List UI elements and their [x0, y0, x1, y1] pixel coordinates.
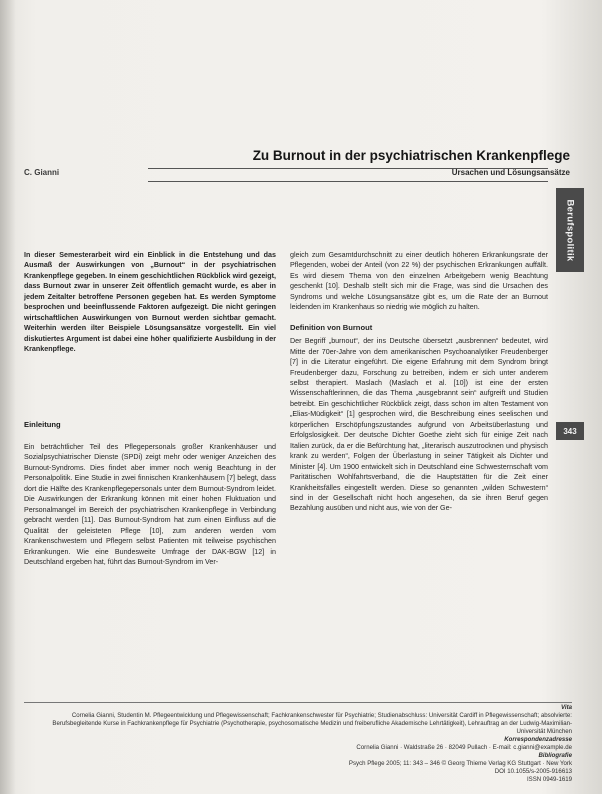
section-heading-einleitung: Einleitung	[24, 420, 61, 429]
article-subtitle: Ursachen und Lösungsansätze	[451, 168, 570, 177]
author-name: C. Gianni	[24, 168, 60, 177]
address-text: Cornelia Gianni · Waldstraße 26 · 82049 Pullach · E-mail: c.gianni@example.de	[356, 744, 572, 751]
abstract	[24, 250, 276, 358]
footer-vita	[24, 704, 572, 784]
bibliography-line: ISSN 0949-1619	[526, 776, 572, 783]
section-tab	[556, 188, 584, 272]
intro-continuation-paragraph: gleich zum Gesamtdurchschnitt zu einer deutlich höheren Erkrankungsrate der Pflegenden, wobei der Anteil (von 22 %) der psychischen Erkrankungen auffällt. Es wird diesem Thema von den einzelnen Arbeitgebern wenig Beachtung geschenkt [10]. Deshalb stellt sich mir die Frage, was sind die Ursachen des Syndroms und welche Lösungsansätze gibt es, um die Rate der an Burnout leidenden im Krankenhaus so niedrig wie möglich zu halten.	[290, 251, 548, 312]
right-column-body	[290, 250, 548, 517]
page-number: 343	[556, 422, 584, 440]
bibliography-line: Psych Pflege 2005; 11: 343 – 346 © Georg Thieme Verlag KG Stuttgart · New York	[348, 760, 572, 767]
page-edge-shadow	[0, 0, 16, 794]
einleitung-paragraph: Ein beträchtlicher Teil des Pflegepersonals großer Krankenhäuser und Sozialpsychiatrischer Dienste (SPDi) zeigt mehr oder weniger Anzeichen des Burnout-Syndroms. Dies findet aber immer noch wenig Beachtung in der Personalpolitik. Eine Studie in zwei finnischen Krankenhäusern [7] belegt, dass dort die Hälfte des Krankenpflegepersonals unter dem Burnout-Syndrom leidet. Die Auswirkungen der Erkrankung können mit einer hohen Fluktuation und Personalmangel im Bereich der psychiatrischen Krankenpflege in Verbindung gebracht werden [11]. Das Burnout-Syndrom hat zum einen Einfluss auf die Qualität der geleisteten Pflege [10], zum anderen werden vom Krankenschwestern und Pflegern selbst Patienten mit teilweise psychischen Erkrankungen. Wie eine Bundesweite Umfrage der DAK-BGW [12] in Deutschland ergeben hat, führt das Burnout-Syndrom im Ver-	[24, 443, 276, 566]
vita-label: Vita	[561, 704, 572, 711]
address-label: Korrespondenzadresse	[504, 736, 572, 743]
section-heading-definition: Definition von Burnout	[290, 322, 373, 332]
article-title: Zu Burnout in der psychiatrischen Krankenpflege	[252, 148, 570, 163]
bibliography-label: Bibliografie	[538, 752, 572, 759]
abstract-paragraph: In dieser Semesterarbeit wird ein Einblick in die Entstehung und das Ausmaß der Auswirkungen von „Burnout“ in der psychiatrischen Krankenpflege gegeben. In einem geschichtlichen Rückblick wird gezeigt, dass Burnout zwar in unserer Zeit öffentlich gemacht wurde, es aber in jedem Zeitalter betroffene Personen gegeben hat. Es werden Symptome besprochen und beeinflussende Faktoren aufgezeigt. Die nicht geringen wirtschaftlichen Auswirkungen von Burnout werden sichtbar gemacht. Weiterhin werden ilter Beispiele Lösungsansätze vorgestellt. Ein viel diskutiertes Argument ist dabei eine höher qualifizierte Ausbildung in der Krankenpflege.	[24, 251, 276, 354]
bibliography-line: DOI 10.1055/s-2005-916613	[494, 768, 572, 775]
definition-paragraph: Der Begriff „burnout“, der ins Deutsche übersetzt „ausbrennen“ bedeutet, wird Mitte der 70er-Jahre von dem amerikanischen Psychoanalytiker Freudenberger [7] in die Literatur eingeführt. Die eigene Erfahrung mit dem Syndrom bringt Freudenberger dazu, Forschung zu betreiben, indem er sich unter anderem selbst therapiert. Maslach (Maslach et al. [10]) ist eine der ersten Wissenschaftlerinnen, die das Thema „ausgebrannt sein“ aufgreift und Studien betreibt. Ein geschichtlicher Rückblick zeigt, dass schon im alten Testament von „Elias-Müdigkeit“ [1] gesprochen wird, die Beschreibung eines seelischen und körperlichen Erschöpfungszustandes aufgrund von Arbeitsüberlastung und Erfolgslosigkeit. Der deutsche Dichter Goethe zieht sich für einige Zeit nach Italien zurück, da er die Befürchtung hat, „literarisch auszutrocknen und physisch krank zu werden“, Folgen der Überlastung in seiner Tätigkeit als Dichter und Minister [4]. Um 1900 entwickelt sich in Deutschland eine Schwesternschaft vom Paritätischen Wohlfahrtsverband, die die Hauptstätten für die Zeit einer Krankheitsfälles eingestellt werden. Diese so genannten „wilden Schwestern“ sind in der Gesellschaft nicht hoch angesehen, da sie ihren Beruf gegen Bezahlung ausüben und nicht aus, wie von der Ge-	[290, 337, 548, 513]
left-column-body	[24, 442, 276, 570]
section-label: Berufspolitik	[564, 199, 576, 261]
footer-rule	[24, 702, 572, 703]
vita-text: Cornelia Gianni, Studentin M. Pflegeentwicklung und Pflegewissenschaft; Fachkrankenschwester für Psychiatrie; Studienabschluss: Universität Cardiff in Pflegewissenschaft; absolvierte: Berufsbegleitende Kurse in Fachkrankenpflege für Psychiatrie (Psychotherapie, psychosomatische Medizin und freiberufliche Akademische Lehrtätigkeit), Lehrauftrag an der Ludwig-Maximilian-Universität München	[52, 712, 572, 735]
